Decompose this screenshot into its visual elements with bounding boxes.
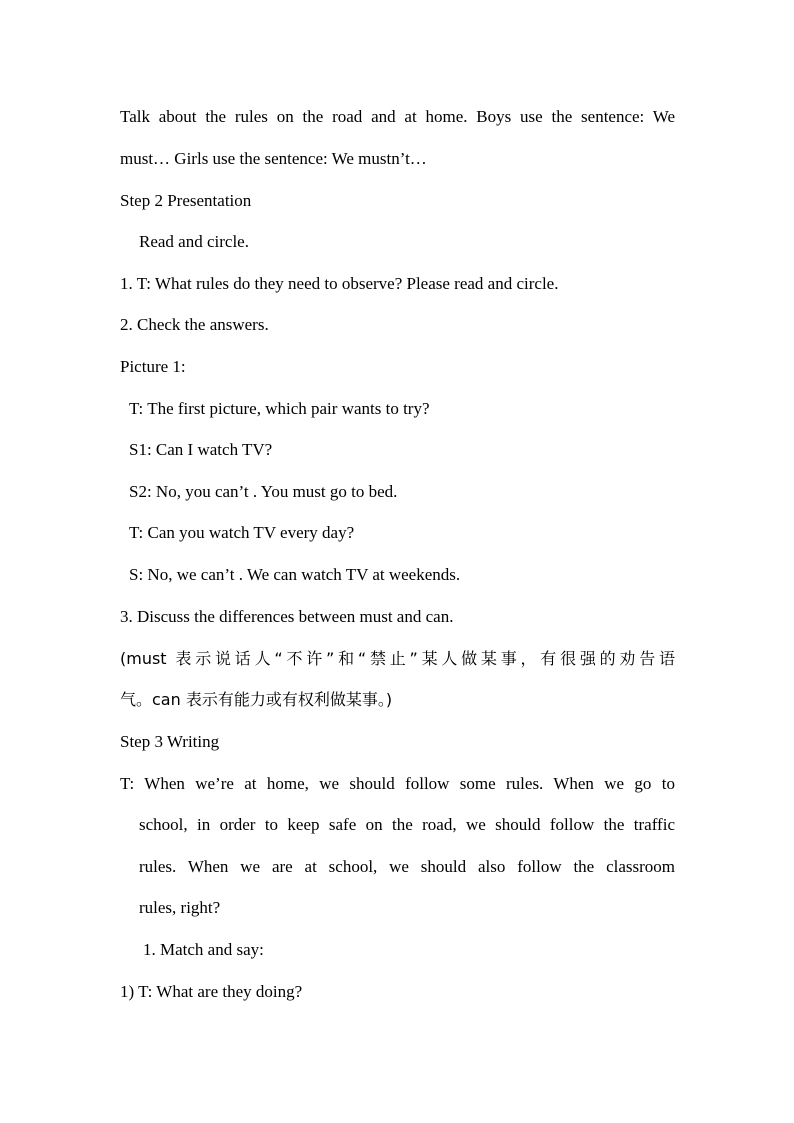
chinese-note-line: 气。can 表示有能力或有权利做某事。) [120, 690, 393, 709]
list-item: 1) T: What are they doing? [120, 982, 303, 1001]
paragraph-line: school, in order to keep safe on the road, we should follow the traffic [139, 815, 675, 834]
dialogue-line: T: The first picture, which pair wants to try? [129, 399, 430, 418]
dialogue-line: T: Can you watch TV every day? [129, 523, 355, 542]
list-item: 3. Discuss the differences between must and can. [120, 607, 454, 626]
section-heading: Step 2 Presentation [120, 191, 252, 210]
list-item: 1. Match and say: [143, 940, 264, 959]
chinese-note-line: (must 表示说话人“不许”和“禁止”某人做某事，有很强的劝告语 [120, 649, 675, 668]
dialogue-line: S1: Can I watch TV? [129, 440, 273, 459]
paragraph-line: Read and circle. [139, 232, 249, 251]
list-item: 1. T: What rules do they need to observe? Please read and circle. [120, 274, 559, 293]
paragraph-line: T: When we’re at home, we should follow some rules. When we go to [120, 774, 675, 793]
paragraph-line: must… Girls use the sentence: We mustn’t… [120, 149, 427, 168]
dialogue-line: S2: No, you can’t . You must go to bed. [129, 482, 398, 501]
section-heading: Step 3 Writing [120, 732, 220, 751]
paragraph-line: Picture 1: [120, 357, 186, 376]
dialogue-line: S: No, we can’t . We can watch TV at weekends. [129, 565, 461, 584]
paragraph-line: rules. When we are at school, we should also follow the classroom [139, 857, 675, 876]
list-item: 2. Check the answers. [120, 315, 269, 334]
paragraph-line: rules, right? [139, 898, 221, 917]
paragraph-line: Talk about the rules on the road and at home. Boys use the sentence: We [120, 107, 675, 126]
